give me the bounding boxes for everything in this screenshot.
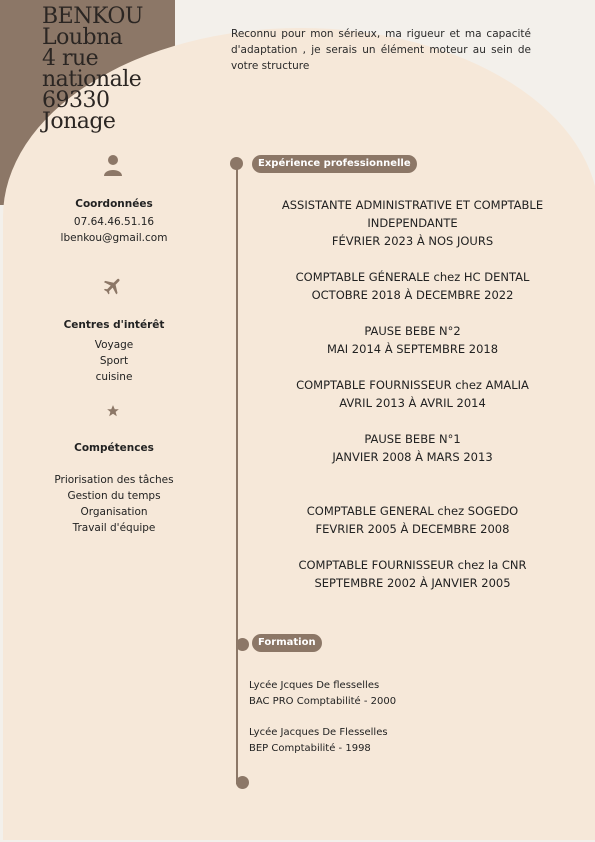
skill-item: Gestion du temps (67, 490, 161, 502)
timeline-line (236, 164, 238, 784)
experience-role: PAUSE BEBE N°1 (364, 432, 461, 446)
candidate-name-address (42, 6, 172, 132)
name-line: BENKOU (42, 4, 143, 29)
experience-period: OCTOBRE 2018 À DECEMBRE 2022 (311, 288, 514, 302)
timeline-dot (230, 157, 243, 170)
name-line: Loubna (42, 25, 123, 50)
experience-item (240, 196, 585, 250)
address-line: Jonage (42, 109, 116, 134)
experience-period: AVRIL 2013 À AVRIL 2014 (339, 396, 486, 410)
skill-item: Organisation (80, 506, 148, 518)
experience-role: COMPTABLE GENERAL chez SOGEDO (306, 504, 519, 518)
formation-diploma: BAC PRO Comptabilité - 2000 (249, 696, 397, 707)
formation-item (249, 678, 549, 710)
experience-period: MAI 2014 À SEPTEMBRE 2018 (326, 342, 499, 356)
experience-section-title: Expérience professionnelle (252, 155, 417, 173)
experience-item (240, 502, 585, 538)
skill-item: Travail d'équipe (72, 522, 156, 534)
interest-item: Sport (99, 355, 129, 367)
skills-title: Compétences (74, 442, 154, 454)
star-icon (100, 398, 126, 424)
formation-school: Lycée Jacques De Flesselles (249, 727, 388, 738)
interest-item: cuisine (95, 371, 133, 383)
experience-role: COMPTABLE FOURNISSEUR chez la CNR (298, 558, 527, 572)
experience-period: FÉVRIER 2023 À NOS JOURS (331, 234, 494, 248)
skills-section (40, 442, 188, 536)
experience-item (240, 322, 585, 358)
experience-item (240, 376, 585, 412)
phone-number: 07.64.46.51.16 (73, 216, 155, 228)
experience-role: COMPTABLE GÉNERALE chez HC DENTAL (295, 270, 530, 284)
intro-text: Reconnu pour mon sérieux, ma rigueur et ma capacité d'adaptation , je serais un élément moteur au sein de votre structure (231, 28, 531, 72)
formation-school: Lycée Jcques De flesselles (249, 680, 380, 691)
experience-item (240, 556, 585, 592)
experience-period: FEVRIER 2005 À DECEMBRE 2008 (315, 522, 510, 536)
interests-section (40, 319, 188, 385)
airplane-icon (100, 273, 126, 299)
formation-diploma: BEP Comptabilité - 1998 (249, 743, 371, 754)
experience-item (240, 430, 585, 466)
contact-section (40, 198, 188, 246)
contact-title: Coordonnées (75, 198, 153, 210)
interest-item: Voyage (94, 339, 134, 351)
experience-item (240, 268, 585, 304)
email-address: lbenkou@gmail.com (60, 232, 168, 244)
experience-role: COMPTABLE FOURNISSEUR chez AMALIA (296, 378, 529, 392)
experience-role: ASSISTANTE ADMINISTRATIVE ET COMPTABLE INDEPENDANTE (281, 198, 544, 230)
skill-item: Priorisation des tâches (54, 474, 174, 486)
address-line: 69330 (42, 88, 110, 113)
experience-period: JANVIER 2008 À MARS 2013 (332, 450, 493, 464)
address-line: 4 rue (42, 46, 99, 71)
formation-section-title: Formation (252, 634, 322, 652)
experience-period: SEPTEMBRE 2002 À JANVIER 2005 (314, 576, 511, 590)
timeline-dot (236, 776, 249, 789)
timeline-dot (236, 638, 249, 651)
experience-role: PAUSE BEBE N°2 (364, 324, 461, 338)
interests-title: Centres d'intérêt (63, 319, 165, 331)
person-icon (100, 152, 126, 178)
address-line: nationale (42, 67, 142, 92)
formation-item (249, 725, 549, 757)
